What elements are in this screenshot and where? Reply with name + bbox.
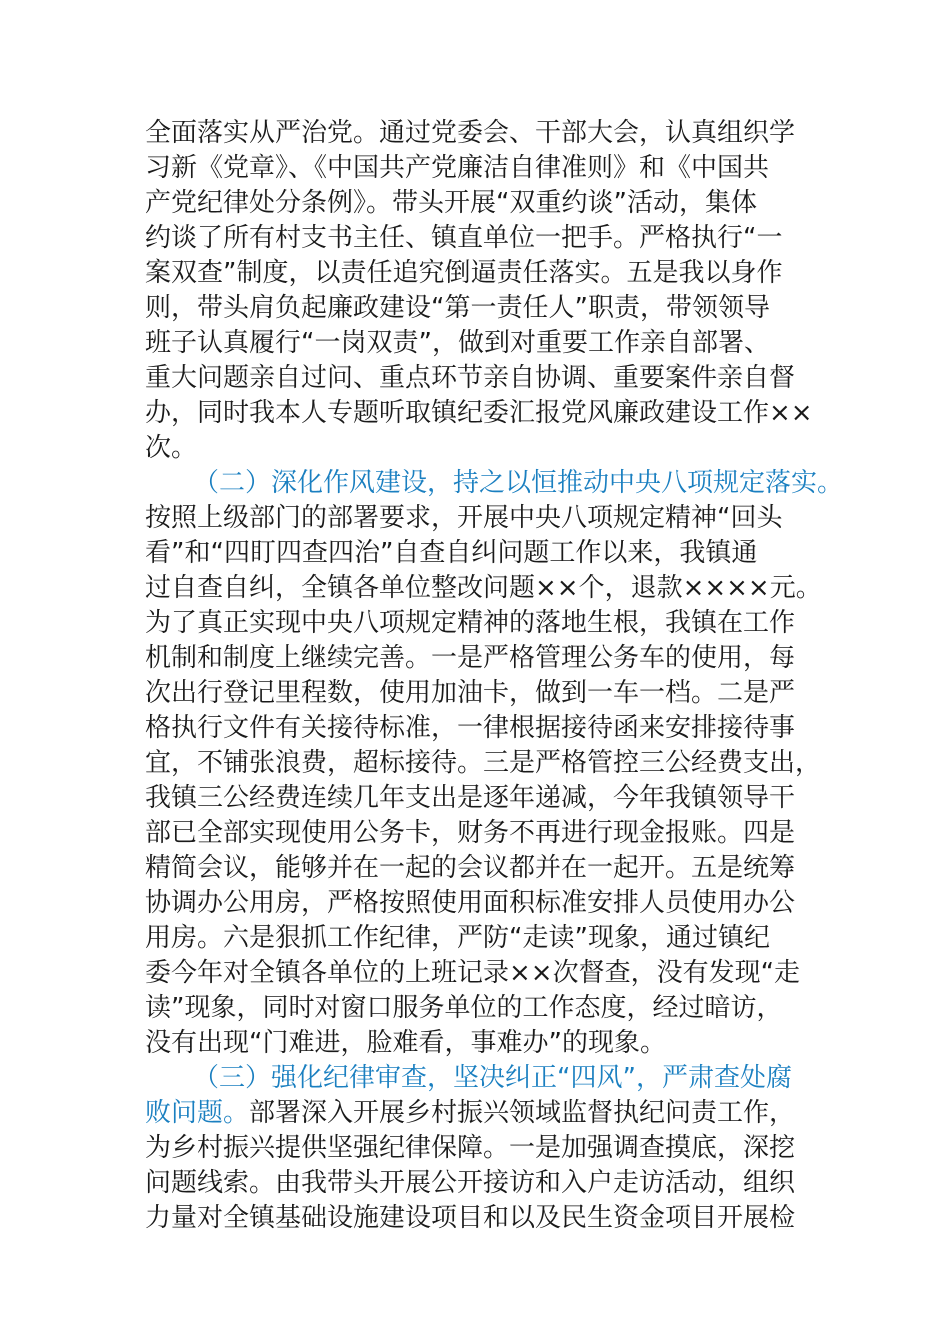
body-text: 为乡村振兴提供坚强纪律保障。一是加强调查摸底，深挖 <box>145 1133 796 1163</box>
text-line <box>145 1096 815 1131</box>
body-text: 委今年对全镇各单位的上班记录××次督查，没有发现“走 <box>145 958 801 988</box>
text-line <box>145 396 815 431</box>
section-heading-text: （二）深化作风建设，持之以恒推动中央八项规定落实。 <box>193 468 844 498</box>
body-text: 部署深入开展乡村振兴领域监督执纪问责工作， <box>249 1098 796 1128</box>
body-text: 机制和制度上继续完善。一是严格管理公务车的使用，每 <box>145 643 796 673</box>
body-text: 过自查自纠，全镇各单位整改问题××个，退款××××元。 <box>145 573 822 603</box>
section-heading-line <box>145 466 844 501</box>
text-line <box>145 711 815 746</box>
body-text: 按照上级部门的部署要求，开展中央八项规定精神“回头 <box>145 503 783 533</box>
body-text: 约谈了所有村支书主任、镇直单位一把手。严格执行“一 <box>145 223 783 253</box>
text-line <box>145 676 815 711</box>
text-line <box>145 501 815 536</box>
body-text: 次出行登记里程数，使用加油卡，做到一车一档。二是严 <box>145 678 796 708</box>
text-line <box>145 781 815 816</box>
body-text: 我镇三公经费连续几年支出是逐年递减，今年我镇领导干 <box>145 783 796 813</box>
body-text: 次。 <box>145 433 198 463</box>
text-line <box>145 571 822 606</box>
body-text: 办，同时我本人专题听取镇纪委汇报党风廉政建设工作×× <box>145 398 813 428</box>
body-text: 产党纪律处分条例》。带头开展“双重约谈”活动，集体 <box>145 188 757 218</box>
body-text: 用房。六是狠抓工作纪律，严防“走读”现象，通过镇纪 <box>145 923 770 953</box>
section-heading-text: 败问题。 <box>145 1098 250 1128</box>
body-text: 力量对全镇基础设施建设项目和以及民生资金项目开展检 <box>145 1203 796 1233</box>
body-text: 问题线索。由我带头开展公开接访和入户走访活动，组织 <box>145 1168 796 1198</box>
text-line <box>145 641 815 676</box>
text-line <box>145 151 815 186</box>
text-line <box>145 921 815 956</box>
body-text: 案双查”制度，以责任追究倒逼责任落实。五是我以身作 <box>145 258 783 288</box>
body-text: 班子认真履行“一岗双责”，做到对重要工作亲自部署、 <box>145 328 770 358</box>
body-text: 习新《党章》、《中国共产党廉洁自律准则》和《中国共 <box>145 153 770 183</box>
text-line <box>145 116 815 151</box>
body-text: 全面落实从严治党。通过党委会、干部大会，认真组织学 <box>145 118 796 148</box>
text-line <box>145 1131 815 1166</box>
body-text: 精简会议，能够并在一起的会议都并在一起开。五是统筹 <box>145 853 796 883</box>
text-line <box>145 431 815 466</box>
text-line <box>145 746 822 781</box>
body-text: 宜，不铺张浪费，超标接待。三是严格管控三公经费支出， <box>145 748 822 778</box>
document-body <box>145 116 844 1236</box>
text-line <box>145 1026 815 1061</box>
body-text: 协调办公用房，严格按照使用面积标准安排人员使用办公 <box>145 888 796 918</box>
text-line <box>145 816 815 851</box>
text-line <box>145 1166 815 1201</box>
text-line <box>145 886 815 921</box>
text-line <box>145 851 815 886</box>
body-text: 重大问题亲自过问、重点环节亲自协调、重要案件亲自督 <box>145 363 796 393</box>
text-line <box>145 326 815 361</box>
text-line <box>145 221 815 256</box>
body-text: 格执行文件有关接待标准，一律根据接待函来安排接待事 <box>145 713 796 743</box>
body-text: 为了真正实现中央八项规定精神的落地生根，我镇在工作 <box>145 608 796 638</box>
text-line <box>145 956 815 991</box>
text-line <box>145 256 815 291</box>
body-text: 读”现象，同时对窗口服务单位的工作态度，经过暗访， <box>145 993 783 1023</box>
body-text: 看”和“四盯四查四治”自查自纠问题工作以来，我镇通 <box>145 538 758 568</box>
text-line <box>145 1201 815 1236</box>
text-line <box>145 361 815 396</box>
text-line <box>145 536 815 571</box>
body-text: 则，带头肩负起廉政建设“第一责任人”职责，带领领导 <box>145 293 770 323</box>
body-text: 部已全部实现使用公务卡，财务不再进行现金报账。四是 <box>145 818 796 848</box>
section-heading-line <box>145 1061 815 1096</box>
body-text: 没有出现“门难进，脸难看，事难办”的现象。 <box>145 1028 666 1058</box>
text-line <box>145 991 815 1026</box>
section-heading-text: （三）强化纪律审查，坚决纠正“四风”，严肃查处腐 <box>193 1063 792 1093</box>
text-line <box>145 291 815 326</box>
text-line <box>145 606 815 641</box>
text-line <box>145 186 815 221</box>
